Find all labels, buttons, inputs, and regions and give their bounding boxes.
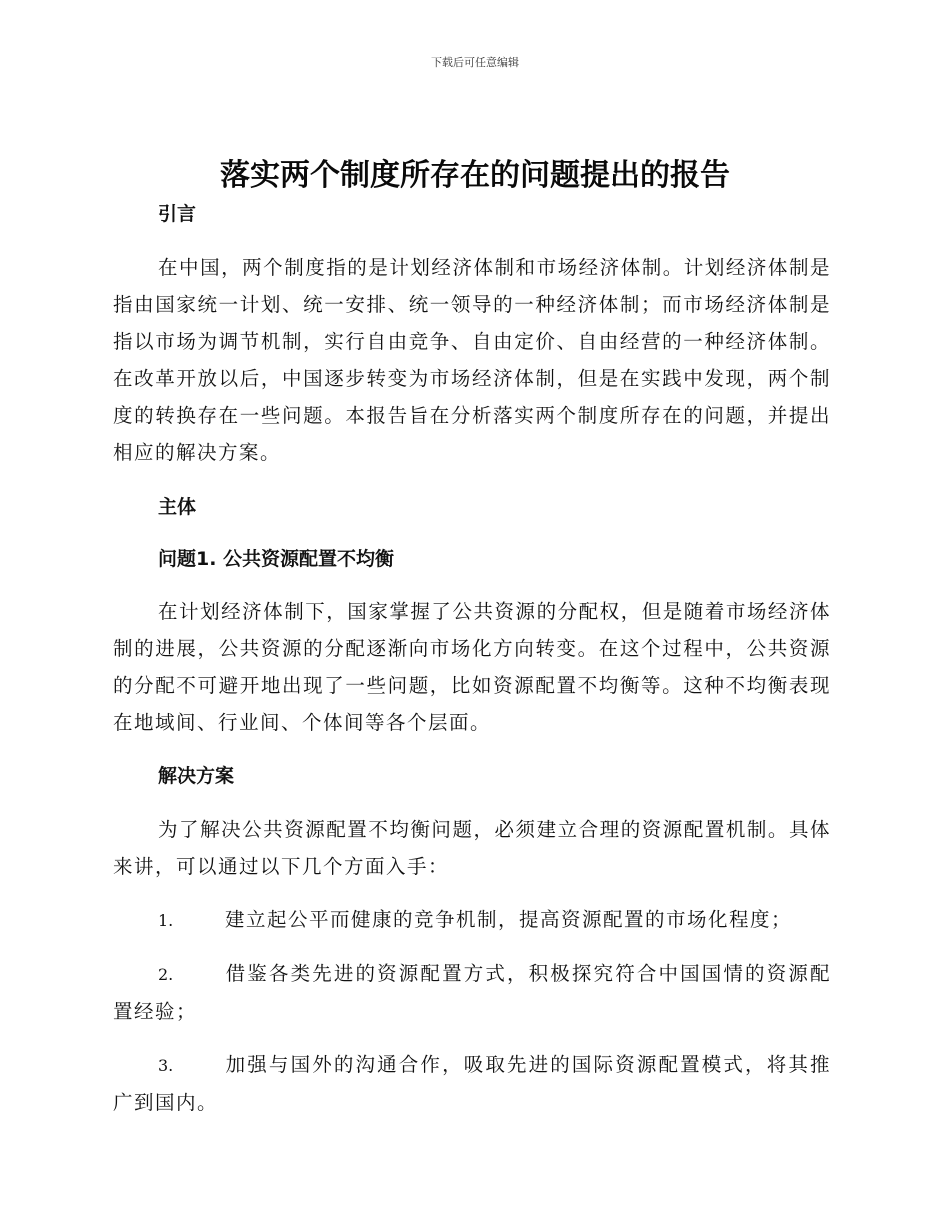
paragraph-solution: 为了解决公共资源配置不均衡问题，必须建立合理的资源配置机制。具体来讲，可以通过以下几个方面入手：	[113, 818, 831, 878]
section-heading-solution: 解决方案	[158, 765, 235, 787]
section-heading-body: 主体	[158, 496, 197, 518]
list-item-3	[113, 1046, 831, 1121]
document-title: 落实两个制度所存在的问题提出的报告	[220, 158, 730, 193]
document-body	[113, 196, 831, 1121]
page-header: 下载后可任意编辑	[431, 56, 519, 69]
paragraph-intro: 在中国，两个制度指的是计划经济体制和市场经济体制。计划经济体制是指由国家统一计划、统一安排、统一领导的一种经济体制；而市场经济体制是指以市场为调节机制，实行自由竞争、自由定价、自由经营的一种经济体制。在改革开放以后，中国逐步转变为市场经济体制，但是在实践中发现，两个制度的转换存在一些问题。本报告旨在分析落实两个制度所存在的问题，并提出相应的解决方案。	[113, 256, 831, 464]
paragraph-problem-1: 在计划经济体制下，国家掌握了公共资源的分配权，但是随着市场经济体制的进展，公共资源的分配逐渐向市场化方向转变。在这个过程中，公共资源的分配不可避开地出现了一些问题，比如资源配置不均衡等。这种不均衡表现在地域间、行业间、个体间等各个层面。	[113, 600, 831, 734]
list-number: 3.	[158, 1056, 174, 1075]
list-text: 建立起公平而健康的竞争机制，提高资源配置的市场化程度；	[225, 908, 793, 931]
list-item-2	[113, 955, 831, 1030]
list-number: 1.	[158, 911, 174, 930]
list-item-1	[113, 901, 831, 939]
section-heading-intro: 引言	[158, 203, 197, 225]
list-number: 2.	[158, 965, 174, 984]
list-text: 加强与国外的沟通合作，吸取先进的国际资源配置模式，将其推广到国内。	[113, 1053, 831, 1114]
list-text: 借鉴各类先进的资源配置方式，积极探究符合中国国情的资源配置经验；	[113, 962, 831, 1023]
section-heading-problem-1: 问题1. 公共资源配置不均衡	[158, 548, 395, 570]
